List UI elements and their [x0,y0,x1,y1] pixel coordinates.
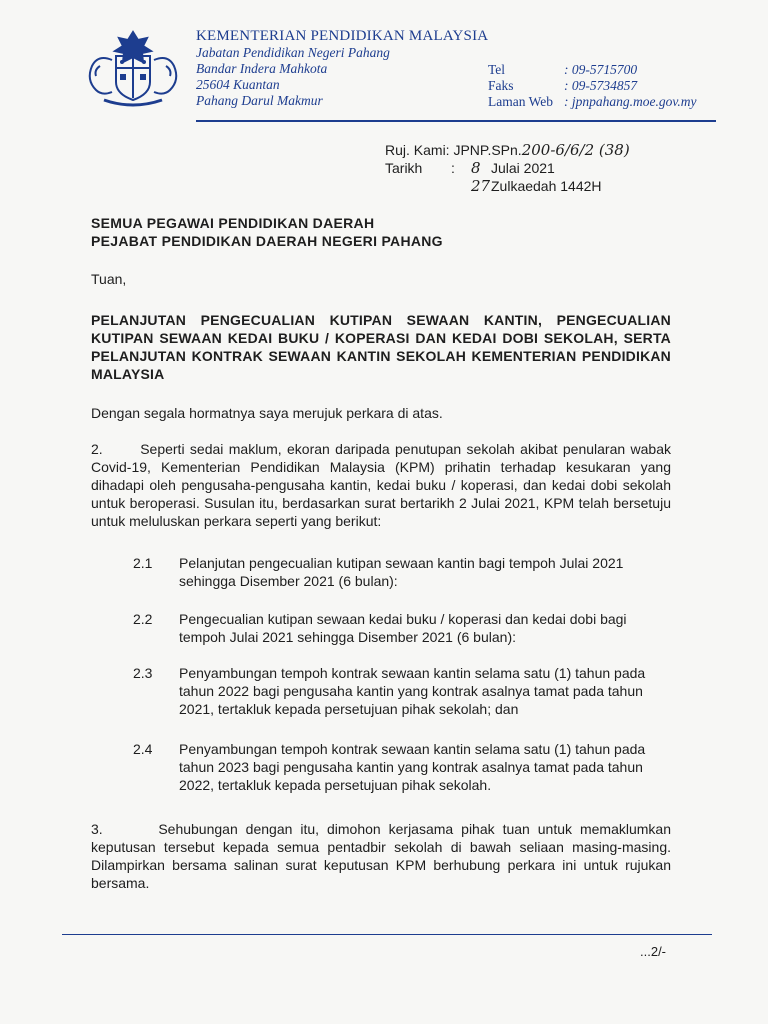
item-number: 2.1 [133,555,153,571]
page-continuation: ...2/- [640,944,667,959]
list-item [133,554,673,590]
date-day: 8 [471,159,481,177]
letterhead-rule [196,120,716,122]
hijri-row [385,177,630,195]
contact-label: Faks [488,78,514,93]
malaysia-coat-of-arms-icon [78,26,188,110]
address-line: Pahang Darul Makmur [196,93,323,108]
date-gregorian: Julai 2021 [491,160,555,176]
contact-value: : jpnpahang.moe.gov.my [564,94,697,109]
address-line: Bandar Indera Mahkota [196,61,328,76]
item-number: 2.4 [133,741,153,757]
contact-row-web [488,94,696,110]
item-text: Pengecualian kutipan sewaan kedai buku / koperasi dan kedai dobi bagi tempoh Julai 2021 sehingga Disember 2021 (6 bulan): [179,611,627,645]
reference-label: Ruj. Kami: JPNP.SPn. [385,142,522,158]
contact-value: : 09-5734857 [564,78,638,93]
item-text: Penyambungan tempoh kontrak sewaan kantin selama satu (1) tahun pada tahun 2022 bagi pengusaha kantin yang kontrak asalnya tamat pada tahun 2021, tertakluk kepada persetujuan pihak sekolah; dan [179,665,646,717]
salutation: Tuan, [91,271,127,287]
contact-row-fax [488,78,696,94]
date-label: Tarikh [385,160,423,176]
paragraph-3: 3. Sehubungan dengan itu, dimohon kerjasama pihak tuan untuk memaklumkan keputusan tersebut kepada semua pentadbir sekolah di bawah seliaan masing-masing. Dilampirkan bersama salinan surat keputusan KPM berhubung perkara ini untuk rujukan bersama. [91,821,671,891]
reference-handwritten: 200-6/6/2 (38) [521,141,630,159]
addressee-line: PEJABAT PENDIDIKAN DAERAH NEGERI PAHANG [91,233,443,249]
list-item [133,610,673,646]
item-number: 2.3 [133,665,153,681]
department-name: Jabatan Pendidikan Negeri Pahang [196,45,390,60]
reference-number [385,141,630,159]
addressee-line: SEMUA PEGAWAI PENDIDIKAN DAERAH [91,215,375,231]
hijri-day: 27 [471,177,491,195]
contact-label: Tel [488,62,506,77]
letterhead-contacts [488,62,696,110]
date-hijri: Zulkaedah 1442H [491,178,602,194]
opening-paragraph: Dengan segala hormatnya saya merujuk perkara di atas. [91,405,443,421]
paragraph-2: 2. Seperti sedai maklum, ekoran daripada penutupan sekolah akibat penularan wabak Covid-19, Kementerian Pendidikan Malaysia (KPM) prihatin terhadap kesukaran yang dihadapi oleh pengusaha-pengusaha kantin, kedai buku / koperasi, dan kedai dobi sekolah untuk beroperasi. Susulan itu, berdasarkan surat bertarikh 2 Julai 2021, KPM telah bersetuju untuk meluluskan perkara seperti yang berikut: [91,441,671,529]
list-item [133,664,673,718]
date-row [385,159,630,177]
address-line: 25604 Kuantan [196,77,280,92]
contact-value: : 09-5715700 [564,62,638,77]
ministry-name: KEMENTERIAN PENDIDIKAN MALAYSIA [196,28,489,44]
item-text: Penyambungan tempoh kontrak sewaan kantin selama satu (1) tahun pada tahun 2023 bagi pengusaha kantin yang kontrak asalnya tamat pada tahun 2022, tertakluk kepada persetujuan pihak sekolah. [179,741,646,793]
addressee-block [91,214,443,250]
reference-block [385,141,630,195]
letter-subject: PELANJUTAN PENGECUALIAN KUTIPAN SEWAAN KANTIN, PENGECUALIAN KUTIPAN SEWAAN KEDAI BUKU / KOPERASI DAN KEDAI DOBI SEKOLAH, SERTA PELANJUTAN KONTRAK SEWAAN KANTIN SEKOLAH KEMENTERIAN PENDIDIKAN MALAYSIA [91,312,671,382]
item-text: Pelanjutan pengecualian kutipan sewaan kantin bagi tempoh Julai 2021 sehingga Disember 2021 (6 bulan): [179,555,624,589]
footer-rule [62,934,712,935]
date-separator: : [451,160,455,176]
contact-label: Laman Web [488,94,554,109]
list-item [133,740,673,794]
item-number: 2.2 [133,611,153,627]
letterhead-organization [196,28,488,109]
contact-row-tel [488,62,696,78]
